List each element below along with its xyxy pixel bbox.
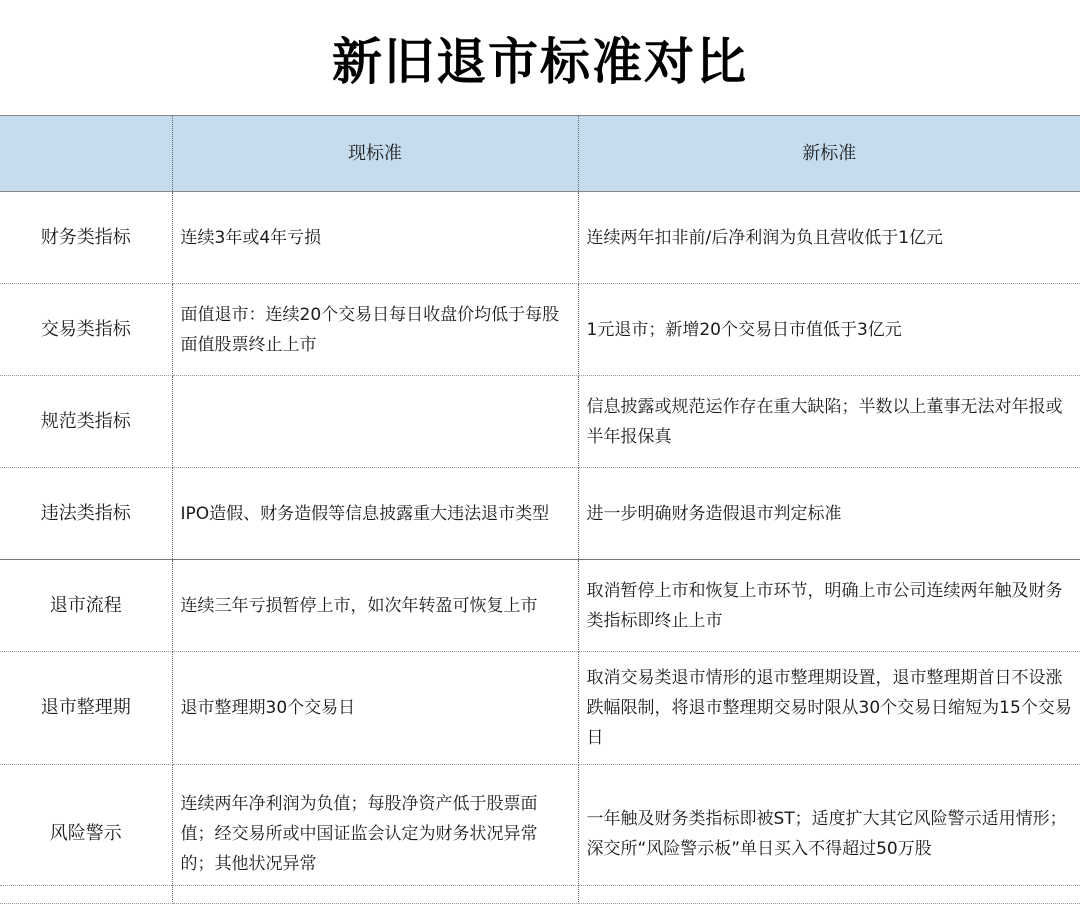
row-category: 财务类指标 [0,192,172,284]
row-category: 风险警示 [0,765,172,904]
table-row [0,765,1080,904]
header-current-standard: 现标准 [172,116,578,192]
row-category: 退市流程 [0,560,172,652]
row-category: 退市整理期 [0,652,172,765]
row-new: 信息披露或规范运作存在重大缺陷；半数以上董事无法对年报或半年报保真 [578,376,1080,468]
page-title: 新旧退市标准对比 [0,0,1080,116]
table-row [0,468,1080,560]
row-category: 违法类指标 [0,468,172,560]
table-row [0,652,1080,765]
table-row [0,284,1080,376]
row-current [172,376,578,468]
row-new: 连续两年扣非前/后净利润为负且营收低于1亿元 [578,192,1080,284]
row-current: 连续3年或4年亏损 [172,192,578,284]
table-header-row [0,116,1080,192]
row-new: 进一步明确财务造假退市判定标准 [578,468,1080,560]
header-category [0,116,172,192]
row-new: 1元退市；新增20个交易日市值低于3亿元 [578,284,1080,376]
table-bottom-divider [0,885,1080,886]
row-current: 面值退市：连续20个交易日每日收盘价均低于每股面值股票终止上市 [172,284,578,376]
row-new: 一年触及财务类指标即被ST；适度扩大其它风险警示适用情形；深交所“风险警示板”单日买入不得超过50万股 [578,765,1080,904]
comparison-table [0,116,1080,904]
row-current: 连续三年亏损暂停上市，如次年转盈可恢复上市 [172,560,578,652]
row-current: 退市整理期30个交易日 [172,652,578,765]
header-new-standard: 新标准 [578,116,1080,192]
row-new: 取消交易类退市情形的退市整理期设置，退市整理期首日不设涨跌幅限制，将退市整理期交易时限从30个交易日缩短为15个交易日 [578,652,1080,765]
row-new: 取消暂停上市和恢复上市环节，明确上市公司连续两年触及财务类指标即终止上市 [578,560,1080,652]
table-row [0,376,1080,468]
row-category: 交易类指标 [0,284,172,376]
table-row [0,560,1080,652]
table-row [0,192,1080,284]
row-current: IPO造假、财务造假等信息披露重大违法退市类型 [172,468,578,560]
row-current: 连续两年净利润为负值；每股净资产低于股票面值；经交易所或中国证监会认定为财务状况异常的；其他状况异常 [172,765,578,904]
row-category: 规范类指标 [0,376,172,468]
